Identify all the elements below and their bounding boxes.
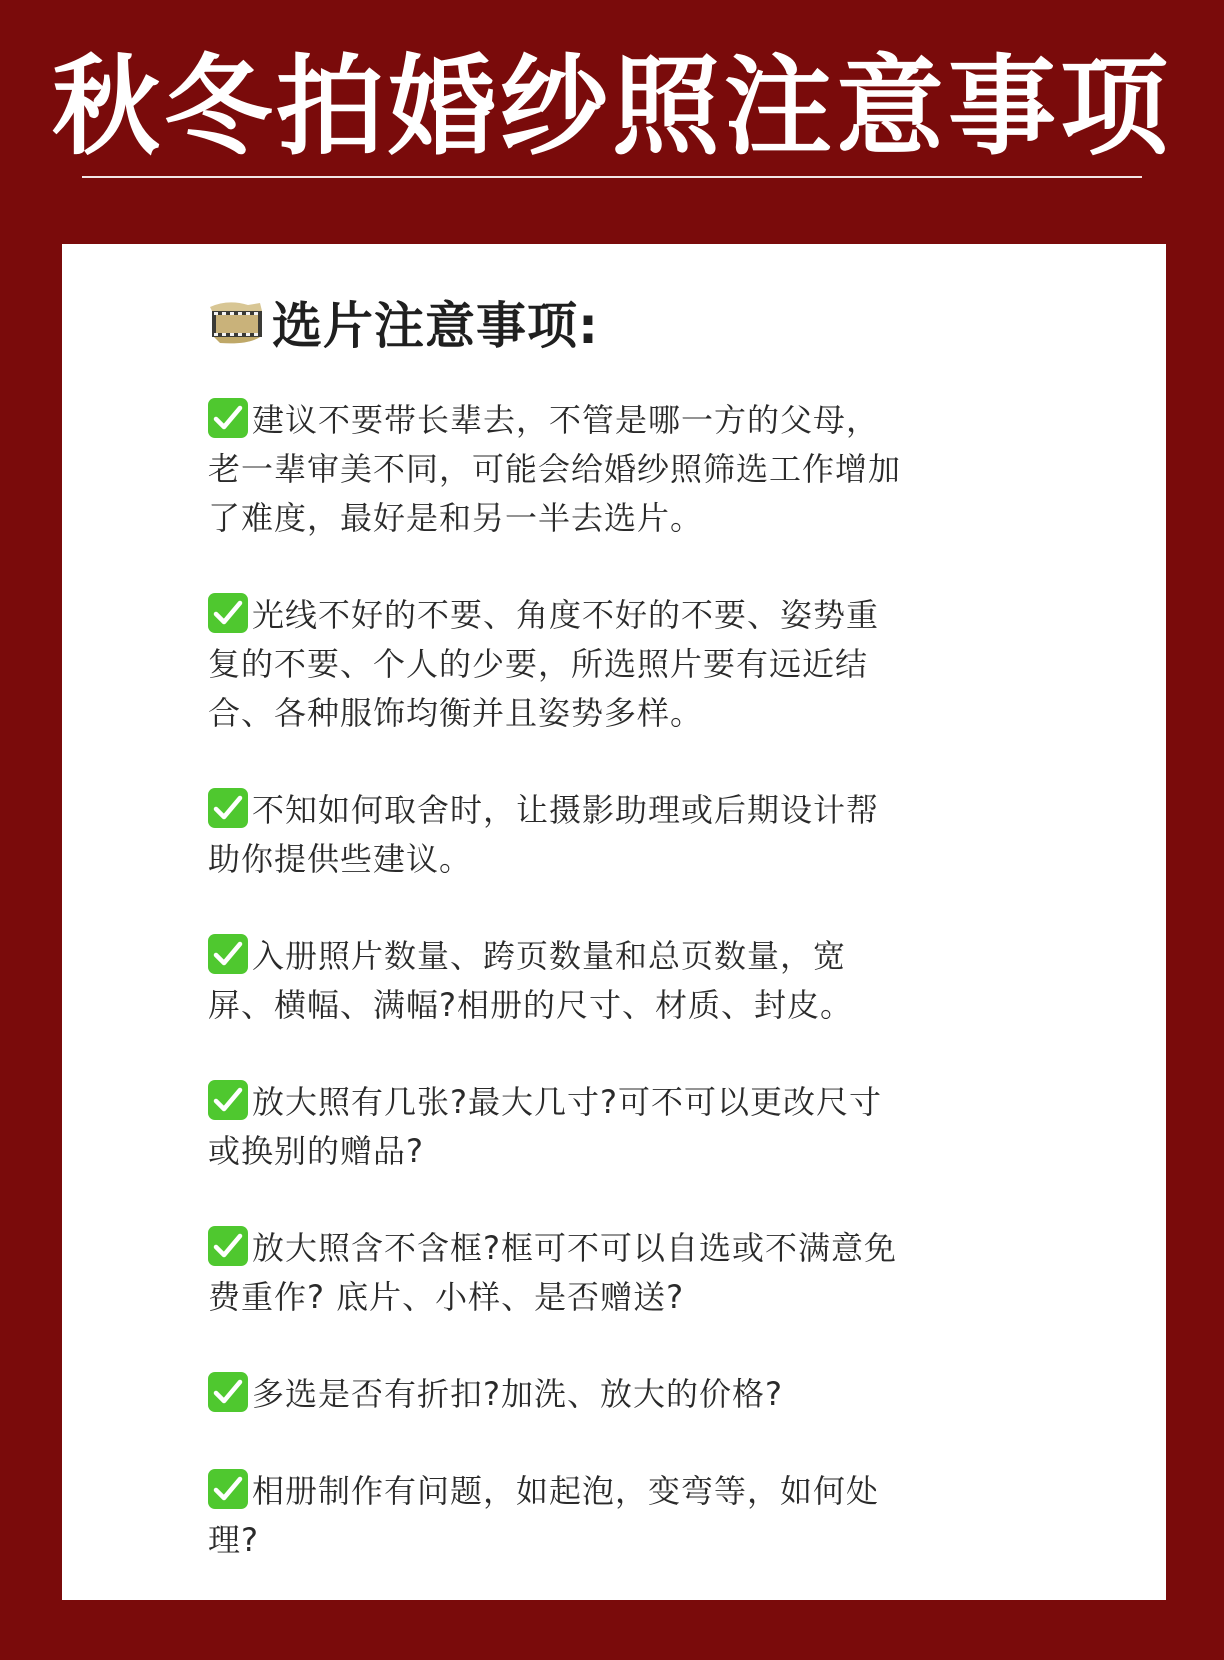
list-item-text: 多选是否有折扣?加洗、放大的价格? [252, 1375, 783, 1413]
check-box-icon [208, 398, 248, 438]
check-box-icon [208, 1226, 248, 1266]
list-item-text: 建议不要带长辈去，不管是哪一方的父母，老一辈审美不同，可能会给婚纱照筛选工作增加了难度，最好是和另一半去选片。 [208, 401, 902, 537]
check-box-icon [208, 1372, 248, 1412]
list-item [208, 1224, 908, 1322]
section-heading [208, 282, 599, 362]
list-item-text: 光线不好的不要、角度不好的不要、姿势重复的不要、个人的少要，所选照片要有远近结合、各种服饰均衡并且姿势多样。 [208, 596, 880, 732]
check-box-icon [208, 1080, 248, 1120]
check-box-icon [208, 788, 248, 828]
list-item [208, 591, 908, 738]
list-item-text: 放大照有几张?最大几寸?可不可以更改尺寸或换别的赠品? [208, 1083, 882, 1170]
list-item-text: 相册制作有问题，如起泡，变弯等，如何处理? [208, 1472, 880, 1559]
check-box-icon [208, 1469, 248, 1509]
list-item [208, 786, 908, 884]
page-title: 秋冬拍婚纱照注意事项 [51, 45, 1172, 170]
film-reel-icon [208, 297, 266, 347]
list-item [208, 396, 908, 543]
content-card [62, 244, 1166, 1600]
list-item [208, 1078, 908, 1176]
title-divider [82, 176, 1142, 178]
list-item [208, 932, 908, 1030]
list-item-text: 放大照含不含框?框可不可以自选或不满意免费重作? 底片、小样、是否赠送? [208, 1229, 897, 1316]
section-heading-text: 选片注意事项: [272, 297, 599, 355]
list-item [208, 1370, 908, 1419]
list-item [208, 1467, 908, 1565]
notes-list [208, 396, 908, 1613]
check-box-icon [208, 934, 248, 974]
list-item-text: 入册照片数量、跨页数量和总页数量，宽屏、横幅、满幅?相册的尺寸、材质、封皮。 [208, 937, 853, 1024]
list-item-text: 不知如何取舍时，让摄影助理或后期设计帮助你提供些建议。 [208, 791, 880, 878]
check-box-icon [208, 593, 248, 633]
